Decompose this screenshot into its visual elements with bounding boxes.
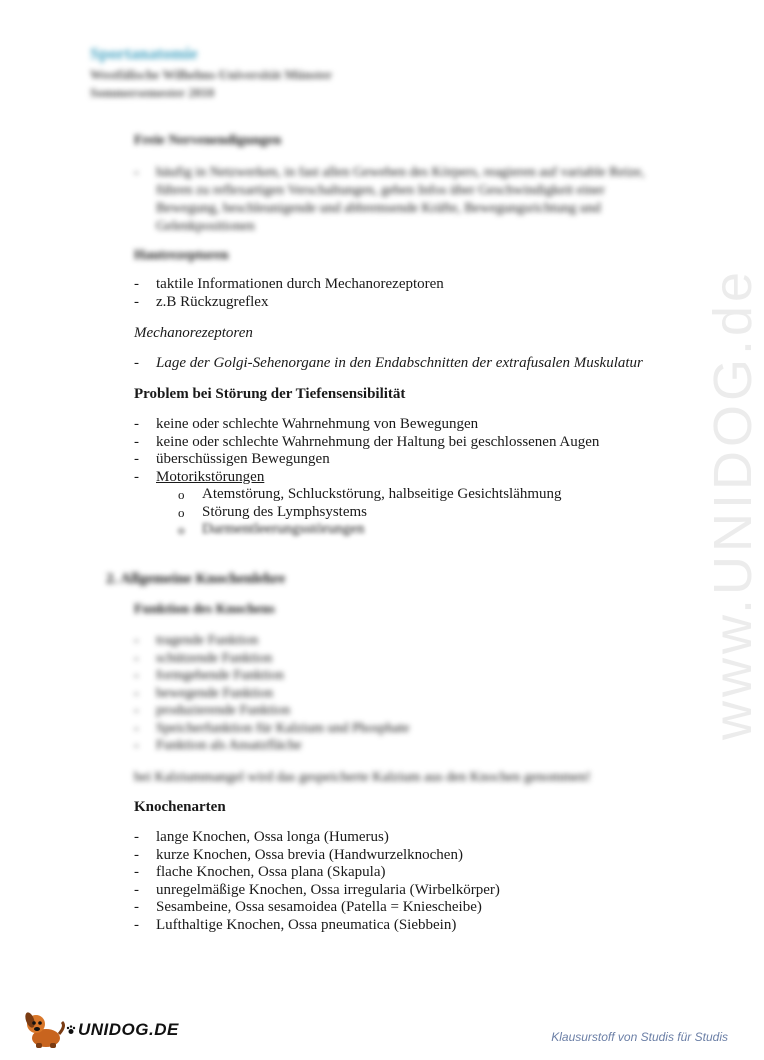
university-name: Westfälische Wilhelms-Universität Münster — [90, 67, 333, 82]
list-item: - keine oder schlechte Wahrnehmung der Haltung bei geschlossenen Augen — [134, 434, 599, 452]
paw-icon — [66, 1025, 76, 1035]
dog-icon — [22, 1010, 66, 1050]
heading-allgemeine-knochenlehre: 2. Allgemeine Knochenlehre — [106, 571, 286, 587]
dash-marker: - — [134, 165, 139, 180]
sublist-item: o Störung des Lymphsystems — [178, 504, 562, 522]
list-item: - Speicherfunktion für Kalzium und Phosphate — [134, 720, 410, 738]
list-item: - taktile Informationen durch Mechanorezeptoren — [134, 276, 444, 294]
heading-knochenarten: Knochenarten — [134, 799, 226, 815]
footer-tagline: Klausurstoff von Studis für Studis — [551, 1030, 728, 1044]
heading-funktion-knochen: Funktion des Knochens — [134, 602, 275, 617]
sublist-item: o Atemstörung, Schluckstörung, halbseitige Gesichtslähmung — [178, 486, 562, 504]
heading-mechanorezeptoren: Mechanorezeptoren — [134, 325, 253, 341]
list-funktion-knochen — [134, 632, 410, 755]
list-item: - tragende Funktion — [134, 632, 410, 650]
list-item: - produzierende Funktion — [134, 702, 410, 720]
list-item: - überschüssigen Bewegungen — [134, 451, 599, 469]
unidog-logo — [22, 1010, 179, 1050]
heading-freie-nervenendigungen: Freie Nervenendigungen — [134, 133, 282, 148]
list-item: - schützende Funktion — [134, 650, 410, 668]
sublist-item: o Darmentleerungsstörungen — [178, 521, 562, 539]
list-knochenarten — [134, 829, 500, 934]
watermark-text: www.UNIDOG.de — [703, 267, 763, 740]
list-item — [134, 469, 599, 487]
list-item: - unregelmäßige Knochen, Ossa irregularia (Wirbelkörper) — [134, 882, 500, 900]
list-item: - Sesambeine, Ossa sesamoidea (Patella = Kniescheibe) — [134, 899, 500, 917]
list-item: - flache Knochen, Ossa plana (Skapula) — [134, 864, 500, 882]
list-mechanorezeptoren — [134, 355, 643, 373]
list-item: - kurze Knochen, Ossa brevia (Handwurzelknochen) — [134, 847, 500, 865]
sublist-motorikstoerungen — [178, 486, 562, 539]
list-item: - Lufthaltige Knochen, Ossa pneumatica (Siebbein) — [134, 917, 500, 935]
list-problem — [134, 416, 599, 486]
underlined-text: Motorikstörungen — [156, 468, 265, 485]
list-item: - formgebende Funktion — [134, 667, 410, 685]
logo-text: UNIDOG.DE — [78, 1020, 179, 1039]
heading-hautrezeptoren: Hautrezeptoren — [134, 248, 229, 263]
paragraph-text: häufig in Netzwerken, in fast allen Geweben des Körpers, reagieren auf variable Reize, führen zu reflexartigen Verschaltungen, geben Infos über Geschwindigkeit einer Bewegung, beschleunigende und abbremsende Kräfte, Bewegungsrichtung und Gelenkpositionen — [156, 165, 645, 234]
heading-problem-tiefensensibilitaet: Problem bei Störung der Tiefensensibilität — [134, 386, 406, 402]
list-item: - z.B Rückzugreflex — [134, 294, 444, 312]
list-hautrezeptoren — [134, 276, 444, 311]
list-item: - lange Knochen, Ossa longa (Humerus) — [134, 829, 500, 847]
list-item: - keine oder schlechte Wahrnehmung von Bewegungen — [134, 416, 599, 434]
list-item: - Funktion als Ansatzfläche — [134, 737, 410, 755]
list-item: - Lage der Golgi-Sehenorgane in den Endabschnitten der extrafusalen Muskulatur — [134, 355, 643, 373]
list-item: - bewegende Funktion — [134, 685, 410, 703]
note-kalziummangel: bei Kalziummangel wird das gespeicherte Kalzium aus den Knochen genommen! — [134, 770, 591, 785]
document-title: Sportanatomie — [90, 44, 198, 63]
semester-label: Sommersemester 2010 — [90, 85, 215, 100]
